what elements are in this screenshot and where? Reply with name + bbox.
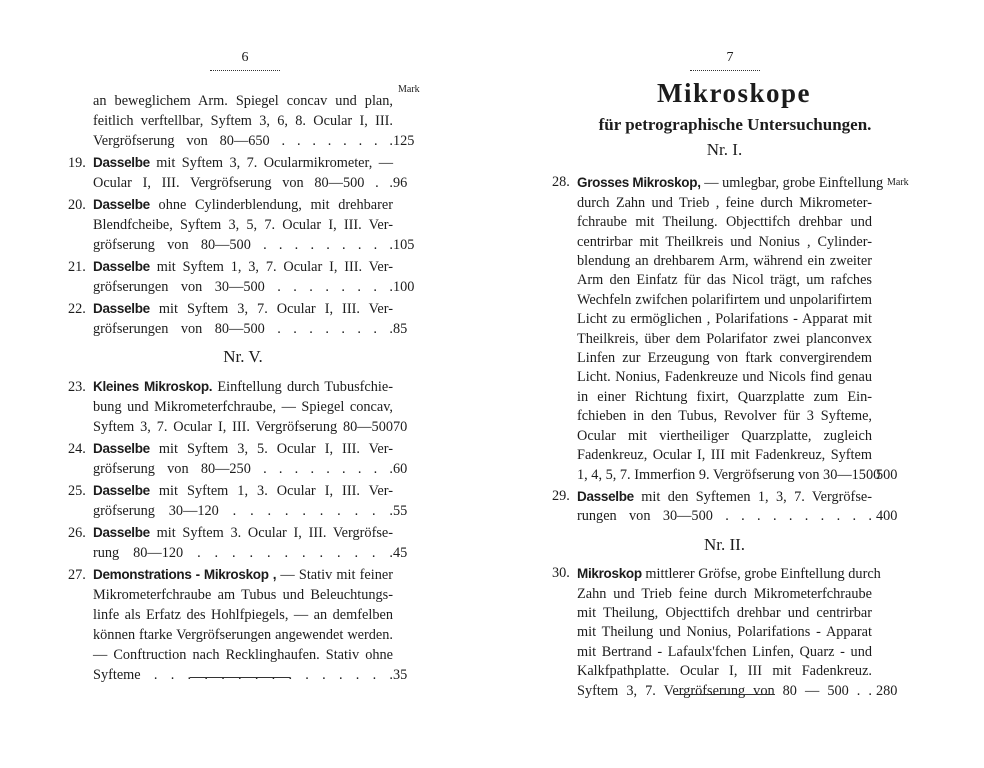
- entry-text: gröfserungen von 30—500 . . . . . . . .: [93, 279, 393, 295]
- entry-text: Syftem 3, 7. Vergröfserung von 80 — 500 . .: [577, 682, 872, 699]
- item-price: 35: [393, 667, 408, 683]
- entry-text: — Conftruction nach Recklinghaufen. Stativ ohne: [93, 647, 393, 663]
- item-number: 24.: [68, 441, 86, 457]
- entry-line: [577, 662, 872, 681]
- catalog-entry: [68, 257, 415, 297]
- catalog-entry: [68, 377, 408, 437]
- entry-line: [93, 173, 408, 193]
- entry-text: rung 80—120 . . . . . . . . . . . .: [93, 545, 393, 561]
- entry-text: Blendfcheibe, Syftem 3, 5, 7. Ocular I, III. Ver-: [93, 217, 393, 233]
- item-price: 60: [393, 461, 408, 477]
- entry-line: [93, 501, 408, 521]
- entry-line: [68, 195, 393, 215]
- entry-line: [93, 605, 393, 625]
- entry-line: [577, 507, 898, 526]
- page-number: 6: [241, 50, 249, 65]
- entry-text: Mikrometerfchraube am Tubus und Beleuchtungs-: [93, 587, 393, 603]
- entry-line: [93, 319, 408, 339]
- entry-line: [93, 459, 408, 479]
- entry-line: [552, 173, 884, 193]
- entry-line: [68, 481, 393, 501]
- entry-text: Syftem 3, 7. Ocular I, III. Vergröfserung 80—500: [93, 419, 393, 435]
- catalog-entry: [68, 481, 408, 521]
- entry-text: centrirbar mit Theilkreis und Nonius , Cylinder-: [577, 233, 872, 250]
- catalog-entry: [93, 91, 415, 151]
- page-subtitle: für petrographische Untersuchungen.: [598, 115, 872, 134]
- item-name: Dasselbe: [93, 155, 150, 170]
- item-number: 21.: [68, 259, 86, 275]
- entry-text: mit den Syftemen 1, 3, 7. Vergröfse-: [633, 488, 872, 505]
- entry-line: [93, 397, 393, 417]
- catalog-entry: [68, 565, 408, 685]
- entry-line: [93, 215, 393, 235]
- entry-line: [68, 299, 393, 319]
- mark-column-label: Mark: [398, 84, 420, 95]
- entry-text: mittlerer Gröfse, grobe Einftellung durch: [641, 566, 881, 583]
- entry-line: [68, 565, 393, 585]
- entry-line: [68, 439, 393, 459]
- entry-text: durch Zahn und Trieb , feine durch Mikrometer-: [577, 194, 872, 211]
- entry-line: [552, 564, 881, 584]
- entry-line: [577, 233, 872, 252]
- entry-text: mit Syftem 1, 3. Ocular I, III. Ver-: [149, 483, 393, 499]
- entry-text: an beweglichem Arm. Spiegel concav und plan,: [93, 93, 393, 109]
- entry-line: [93, 131, 415, 151]
- catalog-entry: [552, 487, 898, 527]
- entry-line: [93, 645, 393, 665]
- entry-text: Syfteme . . . . . . . . . . . . . . .: [93, 667, 393, 683]
- entry-text: fchraube mit Theilung. Objecttifch drehbar und: [577, 214, 872, 231]
- entry-line: [93, 417, 408, 437]
- item-name: Mikroskop: [577, 566, 642, 582]
- entry-line: [577, 623, 872, 642]
- entry-text: blendung an drehbarem Arm, während ein zweiter: [577, 253, 872, 270]
- entry-text: rungen von 30—500 . . . . . . . . . .: [577, 508, 872, 525]
- item-name: Dasselbe: [93, 301, 150, 316]
- item-price: 100: [393, 279, 415, 295]
- end-rule: [675, 694, 775, 695]
- entry-text: fchieben in den Tubus, Revolver für 3 Syfteme,: [577, 408, 872, 425]
- entry-text: Ocular I, III. Vergröfserung von 80—500 . .: [93, 175, 393, 191]
- entry-line: [93, 625, 393, 645]
- item-number: 26.: [68, 525, 86, 541]
- catalog-entry: [68, 439, 408, 479]
- entry-line: [577, 427, 872, 446]
- section-heading: Nr. I.: [706, 140, 743, 159]
- item-number: 22.: [68, 301, 86, 317]
- entry-line: [577, 368, 872, 387]
- entry-line: [577, 271, 872, 290]
- entry-text: gröfserung von 80—250 . . . . . . . . .: [93, 461, 393, 477]
- entry-line: [68, 91, 393, 111]
- price-list: [68, 91, 415, 685]
- item-name: Kleines Mikroskop.: [93, 379, 213, 394]
- entry-line: [93, 277, 415, 297]
- mark-column-label: Mark: [887, 177, 909, 188]
- entry-line: [577, 682, 898, 701]
- entry-line: [577, 213, 872, 232]
- entry-line: [93, 111, 393, 131]
- item-price: 280: [876, 682, 898, 699]
- entry-text: Licht zu ermöglichen , Polarifations - Apparat mit: [577, 311, 872, 328]
- entry-line: [577, 604, 872, 623]
- catalog-entry: [68, 299, 408, 339]
- entry-line: [552, 487, 872, 507]
- item-number: 23.: [68, 379, 86, 395]
- item-name: Dasselbe: [93, 483, 150, 498]
- entry-text: Theilkreis, über dem Polarifator zwei planconvex: [577, 330, 872, 347]
- entry-text: — Stativ mit feiner: [276, 567, 393, 583]
- entry-line: [577, 446, 872, 465]
- entry-text: 1, 4, 5, 7. Immerfion 9. Vergröfserung von 30—1500: [577, 466, 881, 483]
- page-number: 7: [726, 50, 734, 65]
- ornament-rule: [210, 66, 280, 71]
- item-number: 30.: [552, 565, 570, 582]
- item-name: Grosses Mikroskop,: [577, 175, 701, 191]
- item-price: 105: [393, 237, 415, 253]
- item-price: 500: [876, 466, 898, 483]
- item-name: Dasselbe: [93, 259, 150, 274]
- section-heading: Nr. V.: [223, 347, 263, 366]
- item-price: 96: [393, 175, 408, 191]
- entry-text: feitlich verftellbar, Syftem 3, 6, 8. Ocular I, III.: [93, 113, 393, 129]
- ornament-rule: [690, 66, 760, 71]
- entry-text: bung und Mikrometerfchraube, — Spiegel concav,: [93, 399, 393, 415]
- entry-line: [68, 153, 393, 173]
- entry-text: in einer Richtung fixirt, Quarzplatte zum Ein-: [577, 388, 872, 405]
- entry-line: [93, 585, 393, 605]
- entry-line: [577, 466, 898, 485]
- entry-line: [577, 310, 872, 329]
- entry-line: [577, 252, 872, 271]
- entry-line: [577, 291, 872, 310]
- item-name: Demonstrations - Mikroskop ,: [93, 567, 277, 582]
- item-name: Dasselbe: [93, 441, 150, 456]
- entry-text: Ocular mit viertheiliger Quarzplatte, zugleich: [577, 427, 872, 444]
- item-price: 55: [393, 503, 408, 519]
- item-price: 125: [393, 133, 415, 149]
- catalog-entry: [68, 523, 408, 563]
- entry-text: mit Syftem 3, 7. Ocularmikrometer, —: [149, 155, 393, 171]
- entry-text: Wechfeln zwifchen polarifirtem und unpolarifirtem: [577, 291, 872, 308]
- item-price: 400: [876, 508, 898, 525]
- item-name: Dasselbe: [93, 525, 150, 540]
- catalog-entry: [552, 564, 898, 701]
- entry-text: gröfserungen von 80—500 . . . . . . . .: [93, 321, 393, 337]
- item-number: 25.: [68, 483, 86, 499]
- entry-text: ohne Cylinderblendung, mit drehbarer: [149, 197, 393, 213]
- entry-text: mit Bertrand - Lafaulx'fchen Linfen, Quarz - und: [577, 643, 872, 660]
- item-number: 29.: [552, 487, 570, 504]
- entry-line: [93, 235, 415, 255]
- entry-line: [577, 585, 872, 604]
- entry-text: linfe als Erfatz des Hohlfpiegels, — an demfelben: [93, 607, 393, 623]
- entry-text: Einftellung durch Tubusfchie-: [212, 379, 393, 395]
- catalog-entry: [68, 153, 408, 193]
- entry-line: [68, 523, 393, 543]
- entry-text: mit Syftem 3, 5. Ocular I, III. Ver-: [149, 441, 393, 457]
- entry-text: — umlegbar, grobe Einftellung: [700, 175, 884, 192]
- item-number: 20.: [68, 197, 86, 213]
- entry-text: mit Theilung, Objecttifch drehbar und centrirbar: [577, 604, 872, 621]
- entry-text: mit Syftem 3, 7. Ocular I, III. Ver-: [149, 301, 393, 317]
- entry-text: mit Theilung und Nonius, Polarifations - Apparat: [577, 624, 872, 641]
- entry-text: Zahn und Trieb feine durch Mikrometerfchraube: [577, 585, 872, 602]
- entry-text: mit Syftem 1, 3, 7. Ocular I, III. Ver-: [149, 259, 393, 275]
- item-name: Dasselbe: [577, 488, 634, 504]
- section-heading: Nr. II.: [703, 534, 746, 554]
- item-price: 45: [393, 545, 408, 561]
- entry-line: [68, 377, 393, 397]
- entry-text: mit Syftem 3. Ocular I, III. Vergröfse-: [149, 525, 393, 541]
- entry-line: [577, 643, 872, 662]
- item-price: 70: [393, 419, 408, 435]
- entry-text: Licht. Nonius, Fadenkreuze und Nicols find genau: [577, 369, 872, 386]
- entry-line: [93, 543, 408, 563]
- item-name: Dasselbe: [93, 197, 150, 212]
- page-title: Mikroskope: [656, 78, 812, 108]
- item-price: 85: [393, 321, 408, 337]
- entry-line: [577, 349, 872, 368]
- entry-text: Vergröfserung von 80—650 . . . . . . . .: [93, 133, 393, 149]
- entry-line: [68, 257, 393, 277]
- entry-text: gröfserung 30—120 . . . . . . . . . .: [93, 503, 393, 519]
- entry-line: [93, 665, 408, 685]
- end-rule: [190, 677, 290, 678]
- entry-line: [577, 194, 872, 213]
- item-number: 19.: [68, 155, 86, 171]
- entry-line: [577, 407, 872, 426]
- entry-text: gröfserung von 80—500 . . . . . . . . .: [93, 237, 393, 253]
- entry-text: Fadenkreuz, Ocular I, III mit Fadenkreuz, Syftem: [577, 447, 872, 464]
- entry-text: Kalkfpathplatte. Ocular I, III mit Fadenkreuz.: [577, 663, 872, 680]
- catalog-entry: [68, 195, 415, 255]
- entry-line: [577, 388, 872, 407]
- entry-line: [577, 330, 872, 349]
- item-number: 28.: [552, 174, 570, 191]
- entry-text: Arm den Einfatz für das Nicol trägt, um rafches: [577, 272, 872, 289]
- entry-text: Linfen zur Erzeugung von ftark convergirendem: [577, 350, 872, 367]
- entry-text: können ftarke Vergröfserungen angewendet werden.: [93, 627, 393, 643]
- item-number: 27.: [68, 567, 86, 583]
